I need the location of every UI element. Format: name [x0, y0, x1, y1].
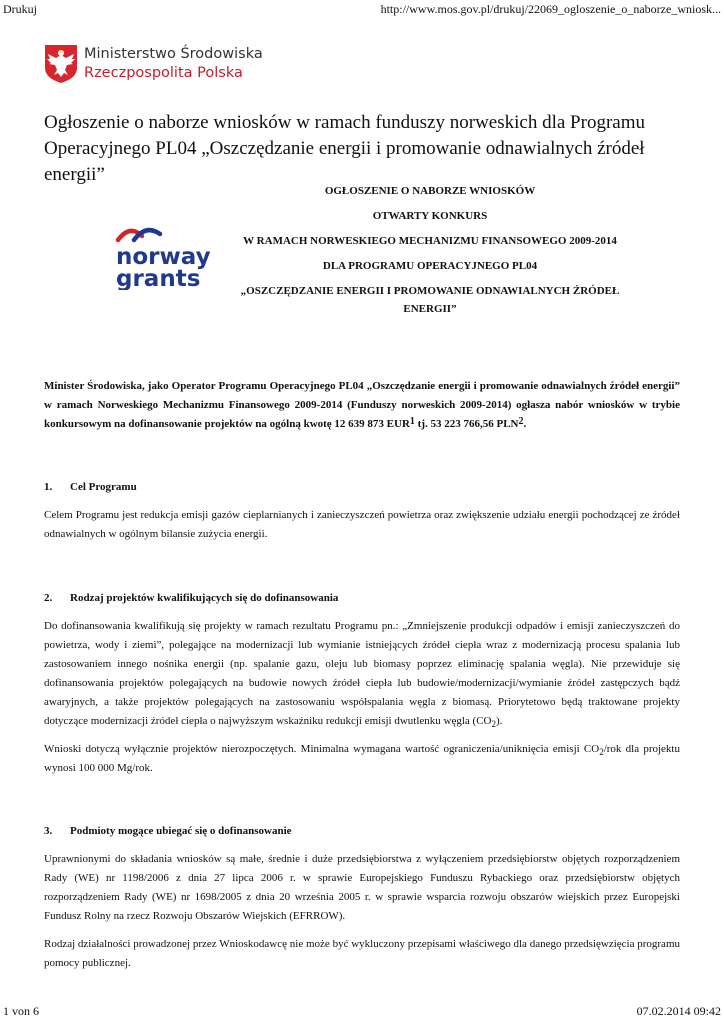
print-header [3, 2, 721, 18]
section-paragraph: Wnioski dotyczą wyłącznie projektów nierozpoczętych. Minimalna wymagana wartość ograniczenia/uniknięcia emisji $CO_2$/rok dla projektu wynosi 100 000 Mg/rok. [44, 743, 680, 774]
print-footer [3, 1004, 721, 1018]
document-body [44, 377, 680, 973]
page-counter: 1 von 6 [3, 1004, 39, 1018]
section-paragraph: Do dofinansowania kwalifikują się projekty w ramach rezultatu Programu pn.: „Zmniejszenie produkcji odpadów i emisji zanieczyszczeń do powietrza, wody i ziemi”, polegające na modernizacji lub wymianie istniejących źródeł ciepła wraz z modernizacją procesu spalania lub zastosowaniem innego nośnika energii (np. spalanie gazu, oleju lub biomasy poprzez eliminację spalania węgla). Nie przewiduje się dofinansowania projektów polegających na budowie nowych źródeł ciepła lub budowie/modernizacji/wymianie źródeł zastępczych bądź awaryjnych, a także projektów polegających na zastosowaniu współspalania węgla z biomasą. Priorytetowo będą traktowane projekty dotyczące modernizacji źródeł ciepła o najwyższym wskaźniku redukcji emisji dwutlenku węgla $(CO_2)$. [44, 620, 680, 729]
print-header-label: Drukuj [3, 2, 37, 16]
announcement-line: „OSZCZĘDZANIE ENERGII I PROMOWANIE ODNAWIALNYCH ŹRÓDEŁ [240, 285, 620, 297]
announcement-line: OGŁOSZENIE O NABORZE WNIOSKÓW [324, 185, 536, 197]
country-name: Rzeczpospolita Polska [84, 65, 243, 81]
page-title: Ogłoszenie o naborze wniosków w ramach funduszy norweskich dla Programu Operacyjnego PL04 „Oszczędzanie energii i promowanie odnawialnych źródeł energii” [44, 112, 645, 185]
announcement-line: OTWARTY KONKURS [372, 210, 488, 222]
section-heading: 1. Cel Programu [44, 481, 137, 493]
print-timestamp: 07.02.2014 09:42 [636, 1004, 721, 1018]
norway-grants-logo [112, 218, 218, 290]
section-heading: 2. Rodzaj projektów kwalifikujących się do dofinansowania [44, 592, 339, 604]
print-header-url: http://www.mos.gov.pl/drukuj/22069_ogloszenie_o_naborze_wniosk... [380, 2, 721, 16]
polish-eagle-emblem-icon [44, 44, 78, 84]
section-paragraph: Celem Programu jest redukcja emisji gazów cieplarnianych i zanieczyszczeń powietrza oraz zwiększenie udziału energii pochodzącej ze źródeł odnawialnych w ogólnym bilansie zużycia energii. [44, 509, 680, 540]
logo-word-norway: norway [116, 244, 211, 270]
section-paragraph: Rodzaj działalności prowadzonej przez Wnioskodawcę nie może być wykluczony przepisami właściwego dla danego przedsięwzięcia programu pomocy publicznej. [44, 938, 680, 969]
section-heading: 3. Podmioty mogące ubiegać się o dofinansowanie [44, 825, 292, 837]
announcement-line: W RAMACH NORWESKIEGO MECHANIZMU FINANSOWEGO 2009-2014 [243, 235, 617, 247]
ministry-name: Ministerstwo Środowiska [84, 46, 263, 62]
ministry-logo [44, 42, 263, 86]
logo-word-grants: grants [116, 266, 201, 290]
announcement-line: ENERGII” [403, 303, 457, 315]
announcement-line: DLA PROGRAMU OPERACYJNEGO PL04 [322, 260, 538, 272]
section-paragraph: Uprawnionymi do składania wniosków są małe, średnie i duże przedsiębiorstwa z wyłączeniem przedsiębiorstw objętych rozporządzeniem Rady (WE) nr 1198/2006 z dnia 27 lipca 2006 r. w sprawie Europejskiego Funduszu Rybackiego oraz przedsiębiorstw objętych rozporządzeniem Rady (WE) nr 1698/2005 z dnia 20 września 2005 r. w sprawie wsparcia rozwoju obszarów wiejskich przez Europejski Fundusz Rolny na rzecz Rozwoju Obszarów Wiejskich (EFRROW). [44, 853, 680, 922]
announcement-block [220, 182, 640, 318]
intro-paragraph: Minister Środowiska, jako Operator Programu Operacyjnego PL04 „Oszczędzanie energii i promowanie odnawialnych źródeł energii” w ramach Norweskiego Mechanizmu Finansowego 2009-2014 (Funduszy norweskich 2009-2014) ogłasza nabór wniosków w trybie konkursowym na dofinansowanie projektów na ogólną kwotę 12 639 873 EUR1 tj. 53 223 766,56 PLN2. [44, 380, 680, 430]
